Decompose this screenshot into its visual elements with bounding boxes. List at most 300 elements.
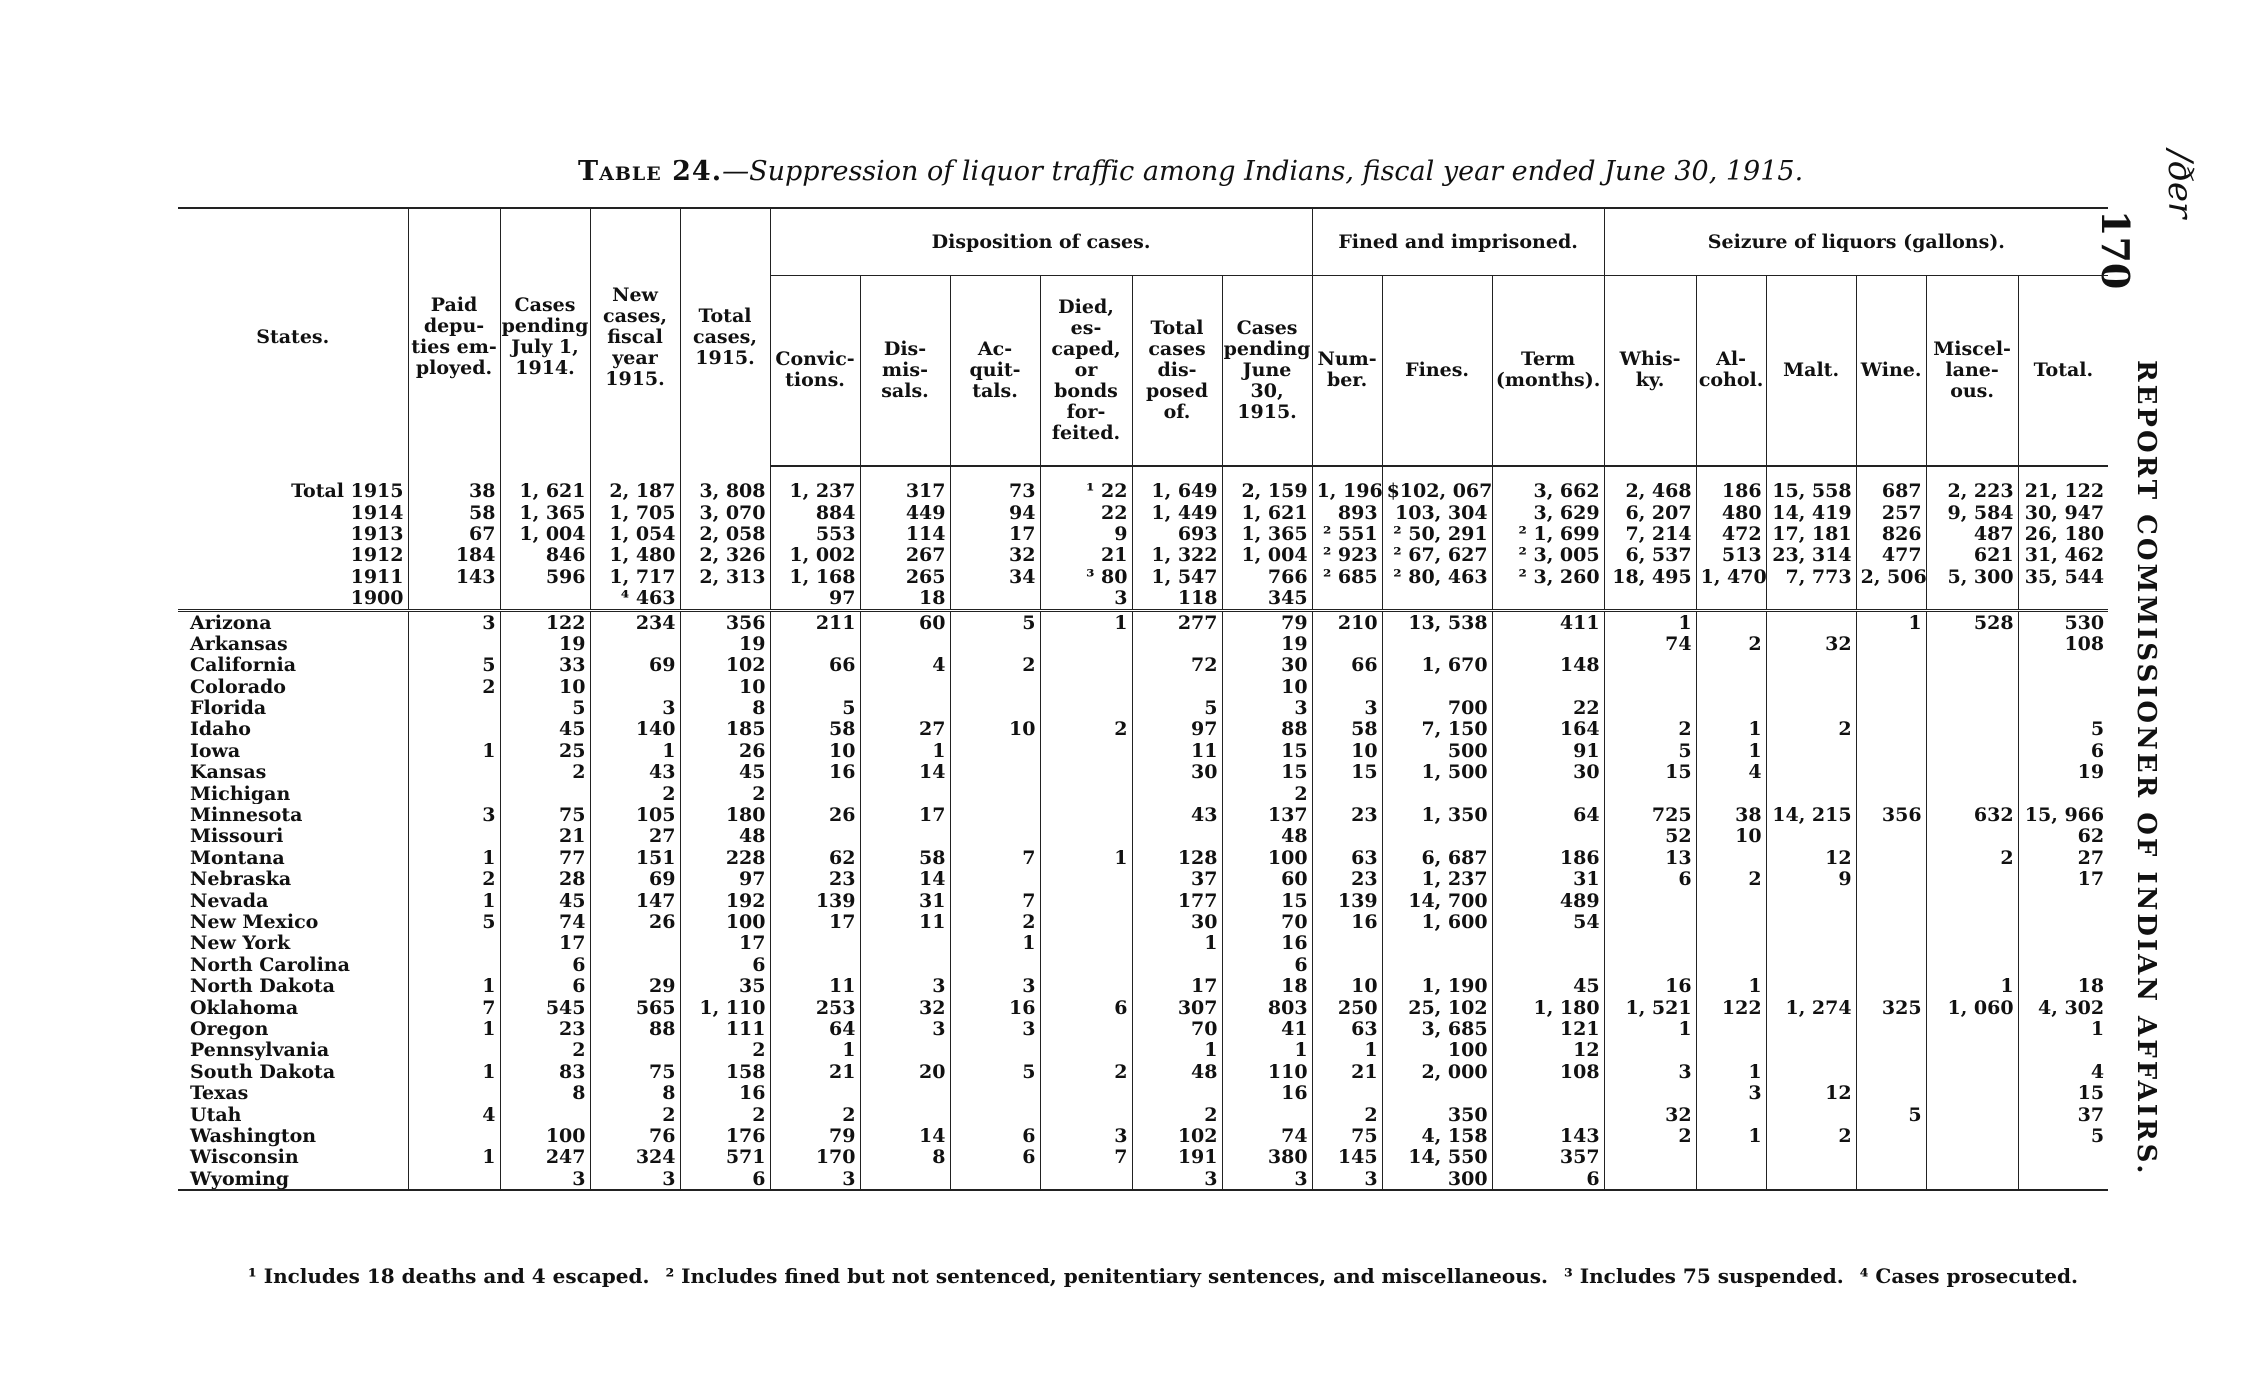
table-cell — [1222, 1104, 1312, 1125]
table-cell — [1492, 676, 1604, 697]
table-cell — [950, 1082, 1040, 1103]
table-cell: 1, 237 — [770, 466, 860, 502]
table-cell — [1312, 1082, 1382, 1103]
table-cell: 21, 122 — [2018, 466, 2108, 502]
table-cell — [1492, 826, 1604, 847]
table-cell — [1492, 633, 1604, 654]
table-cell — [1926, 719, 2018, 740]
table-cell: 33 — [500, 655, 590, 676]
table-cell: 5 — [1856, 1104, 1926, 1125]
table-cell: 1 — [1222, 1040, 1312, 1061]
table-cell: 4 — [2018, 1061, 2108, 1082]
state-name: Texas — [190, 1082, 249, 1104]
table-cell: 15, 558 — [1766, 466, 1856, 502]
table-cell: ² 67, 627 — [1382, 545, 1492, 566]
table-cell — [1926, 1061, 2018, 1082]
table-cell: 596 — [500, 566, 590, 587]
table-cell: 137 — [1222, 804, 1312, 825]
table-cell — [1132, 633, 1222, 654]
table-cell: 3, 685 — [1382, 1018, 1492, 1039]
table-cell — [1856, 826, 1926, 847]
table-cell: 2 — [1696, 869, 1766, 890]
table-row — [178, 1018, 2108, 1039]
group-header-seizure: Seizure of liquors (gallons). — [1604, 208, 2108, 276]
table-cell — [1696, 954, 1766, 975]
table-cell: 6, 207 — [1604, 502, 1696, 523]
table-cell: 571 — [680, 1147, 770, 1168]
table-cell: 1, 190 — [1382, 975, 1492, 996]
table-cell: 826 — [1856, 523, 1926, 544]
table-cell: 277 — [1132, 610, 1222, 633]
table-cell: 19 — [680, 633, 770, 654]
table-cell: 19 — [500, 633, 590, 654]
state-name: South Dakota — [190, 1061, 336, 1083]
table-cell: 58 — [860, 847, 950, 868]
table-cell — [1856, 762, 1926, 783]
table-cell: 72 — [1132, 655, 1222, 676]
table-cell — [590, 633, 680, 654]
table-cell: 14, 550 — [1382, 1147, 1492, 1168]
table-cell — [2018, 697, 2108, 718]
table-cell: 449 — [860, 502, 950, 523]
table-cell — [1926, 633, 2018, 654]
table-cell: 45 — [500, 890, 590, 911]
state-name: Florida — [190, 697, 267, 719]
table-cell: 10 — [950, 719, 1040, 740]
table-cell: 26 — [770, 804, 860, 825]
table-cell — [1312, 826, 1382, 847]
state-name: Wisconsin — [190, 1146, 299, 1168]
table-cell — [1040, 633, 1132, 654]
table-cell: 97 — [770, 587, 860, 610]
table-cell: 16 — [1312, 911, 1382, 932]
table-cell: 1, 365 — [1222, 523, 1312, 544]
table-cell: 102 — [680, 655, 770, 676]
table-cell — [1604, 1082, 1696, 1103]
table-row — [178, 911, 2108, 932]
table-cell: 2 — [500, 1040, 590, 1061]
table-cell: 3 — [950, 1018, 1040, 1039]
table-cell: 121 — [1492, 1018, 1604, 1039]
table-cell: 250 — [1312, 997, 1382, 1018]
col-header-acquittals: Ac- quit- tals. — [950, 276, 1040, 466]
table-cell: 513 — [1696, 545, 1766, 566]
table-cell: 21 — [770, 1061, 860, 1082]
table-cell — [1926, 890, 2018, 911]
table-cell — [1766, 740, 1856, 761]
table-cell — [1696, 1168, 1766, 1190]
table-cell — [1492, 1104, 1604, 1125]
table-cell — [1926, 869, 2018, 890]
table-cell: 70 — [1132, 1018, 1222, 1039]
table-cell — [1766, 954, 1856, 975]
table-cell: 2 — [590, 1104, 680, 1125]
table-cell: 1, 600 — [1382, 911, 1492, 932]
table-cell: 325 — [1856, 997, 1926, 1018]
table-cell: 14, 700 — [1382, 890, 1492, 911]
table-cell: 356 — [680, 610, 770, 633]
state-name: Nebraska — [190, 868, 292, 890]
table-cell — [1492, 783, 1604, 804]
table-cell — [500, 783, 590, 804]
table-cell — [770, 1082, 860, 1103]
table-cell: 143 — [408, 566, 500, 587]
table-cell: 15 — [1222, 890, 1312, 911]
table-cell: 1, 480 — [590, 545, 680, 566]
table-cell — [950, 697, 1040, 718]
table-cell — [1604, 911, 1696, 932]
total-year-label: 1913 — [350, 523, 404, 545]
table-cell — [1132, 826, 1222, 847]
table-cell: 23 — [500, 1018, 590, 1039]
table-cell: 23 — [770, 869, 860, 890]
table-cell: 356 — [1856, 804, 1926, 825]
table-cell: 2 — [680, 783, 770, 804]
table-cell: 186 — [1696, 466, 1766, 502]
table-cell: 1 — [408, 890, 500, 911]
table-title-prefix: Table 24. — [578, 156, 723, 187]
table-cell — [1040, 1040, 1132, 1061]
table-cell: 1 — [1856, 610, 1926, 633]
table-row — [178, 740, 2108, 761]
table-row — [178, 1125, 2108, 1146]
table-cell — [1766, 890, 1856, 911]
footnote-4: ⁴ Cases prosecuted. — [1859, 1264, 2078, 1288]
table-cell: 1 — [590, 740, 680, 761]
table-cell: 1, 649 — [1132, 466, 1222, 502]
table-cell: 1, 449 — [1132, 502, 1222, 523]
state-name: Idaho — [190, 718, 251, 741]
table-cell: 63 — [1312, 847, 1382, 868]
table-cell — [860, 676, 950, 697]
table-cell: 1, 004 — [500, 523, 590, 544]
table-cell: 139 — [1312, 890, 1382, 911]
table-cell — [1382, 1082, 1492, 1103]
table-cell: 15 — [1222, 740, 1312, 761]
table-cell — [1382, 783, 1492, 804]
table-row — [178, 975, 2108, 996]
table-cell: 1 — [408, 1018, 500, 1039]
table-cell: ² 551 — [1312, 523, 1382, 544]
table-cell: 11 — [1132, 740, 1222, 761]
table-cell: 17, 181 — [1766, 523, 1856, 544]
table-cell — [1604, 933, 1696, 954]
table-row — [178, 1147, 2108, 1168]
table-cell: 1 — [1696, 975, 1766, 996]
table-cell: 1, 322 — [1132, 545, 1222, 566]
table-cell: 70 — [1222, 911, 1312, 932]
table-row — [178, 676, 2108, 697]
table-cell — [1856, 933, 1926, 954]
group-header-disposition: Disposition of cases. — [770, 208, 1312, 276]
table-cell — [1040, 1018, 1132, 1039]
table-cell: 1 — [1926, 975, 2018, 996]
table-cell — [1604, 587, 1696, 610]
table-cell: 6, 537 — [1604, 545, 1696, 566]
table-cell: 7 — [950, 890, 1040, 911]
table-cell: 13, 538 — [1382, 610, 1492, 633]
table-cell: 1 — [770, 1040, 860, 1061]
table-cell: 2 — [680, 1040, 770, 1061]
table-cell: 210 — [1312, 610, 1382, 633]
table-cell: 2 — [1926, 847, 2018, 868]
table-cell: 58 — [1312, 719, 1382, 740]
table-row — [178, 655, 2108, 676]
table-cell: 30 — [1492, 762, 1604, 783]
table-cell: 2 — [770, 1104, 860, 1125]
table-cell: 108 — [2018, 633, 2108, 654]
table-cell: 211 — [770, 610, 860, 633]
table-cell: 17 — [500, 933, 590, 954]
table-cell: 35, 544 — [2018, 566, 2108, 587]
table-cell — [2018, 933, 2108, 954]
state-name: Oklahoma — [190, 996, 299, 1019]
table-cell — [1856, 1082, 1926, 1103]
table-cell — [1040, 655, 1132, 676]
table-cell: 265 — [860, 566, 950, 587]
col-header-dismissals: Dis- mis- sals. — [860, 276, 950, 466]
table-cell — [1604, 783, 1696, 804]
col-header-seizure-total: Total. — [2018, 276, 2108, 466]
table-cell: 1, 054 — [590, 523, 680, 544]
table-cell: 1, 004 — [1222, 545, 1312, 566]
state-name: North Dakota — [190, 975, 335, 997]
table-cell: 3 — [1312, 1168, 1382, 1190]
table-cell: 77 — [500, 847, 590, 868]
table-cell: 186 — [1492, 847, 1604, 868]
table-cell — [860, 697, 950, 718]
table-cell — [1492, 587, 1604, 610]
table-cell — [1856, 633, 1926, 654]
table-cell — [1132, 954, 1222, 975]
table-cell — [2018, 890, 2108, 911]
table-cell — [1604, 1147, 1696, 1168]
table-cell: 4, 158 — [1382, 1125, 1492, 1146]
table-cell: 10 — [1312, 740, 1382, 761]
table-cell: 10 — [500, 676, 590, 697]
table-cell: 1, 547 — [1132, 566, 1222, 587]
table-cell: 528 — [1926, 610, 2018, 633]
table-cell — [1040, 911, 1132, 932]
table-cell: 14 — [860, 1125, 950, 1146]
table-cell: 1 — [408, 975, 500, 996]
col-header-cases-pending-1915: Cases pending June 30, 1915. — [1222, 276, 1312, 466]
table-cell: 23 — [1312, 804, 1382, 825]
table-cell: 553 — [770, 523, 860, 544]
table-cell — [860, 783, 950, 804]
table-cell: 1, 060 — [1926, 997, 2018, 1018]
table-cell — [1766, 911, 1856, 932]
table-cell — [1604, 655, 1696, 676]
table-cell: 1, 350 — [1382, 804, 1492, 825]
table-cell: 100 — [1222, 847, 1312, 868]
table-cell: 69 — [590, 655, 680, 676]
table-cell: 15 — [1604, 762, 1696, 783]
state-name: Missouri — [190, 825, 284, 848]
table-cell — [1604, 1040, 1696, 1061]
table-cell: 700 — [1382, 697, 1492, 718]
table-cell — [1492, 933, 1604, 954]
table-cell — [1040, 975, 1132, 996]
table-cell: 97 — [1132, 719, 1222, 740]
table-cell — [1040, 1082, 1132, 1103]
table-cell: 25 — [500, 740, 590, 761]
table-cell: 2 — [408, 869, 500, 890]
table-cell: 2 — [950, 655, 1040, 676]
table-cell: 1 — [1132, 933, 1222, 954]
table-cell — [590, 1040, 680, 1061]
table-cell — [1312, 954, 1382, 975]
table-row — [178, 869, 2108, 890]
table-cell: 1, 621 — [500, 466, 590, 502]
table-cell: 111 — [680, 1018, 770, 1039]
table-cell — [1696, 783, 1766, 804]
table-cell — [1766, 1040, 1856, 1061]
table-cell: ² 50, 291 — [1382, 523, 1492, 544]
table-cell: 6 — [680, 1168, 770, 1190]
table-cell — [1696, 1147, 1766, 1168]
table-cell: 3 — [1604, 1061, 1696, 1082]
table-cell — [1696, 697, 1766, 718]
table-cell: 191 — [1132, 1147, 1222, 1168]
table-cell — [1696, 1104, 1766, 1125]
table-cell: 345 — [1222, 587, 1312, 610]
table-title-text: —Suppression of liquor traffic among Indians, fiscal year ended June 30, 1915. — [722, 156, 1804, 187]
col-header-number: Num- ber. — [1312, 276, 1382, 466]
table-cell — [860, 1104, 950, 1125]
table-cell: 5 — [500, 697, 590, 718]
table-cell: 472 — [1696, 523, 1766, 544]
table-cell: 60 — [1222, 869, 1312, 890]
table-cell — [590, 676, 680, 697]
table-cell: 25, 102 — [1382, 997, 1492, 1018]
table-cell — [2018, 954, 2108, 975]
table-cell: 31 — [1492, 869, 1604, 890]
table-cell: 18, 495 — [1604, 566, 1696, 587]
table-cell: 14 — [860, 869, 950, 890]
table-cell: 2, 223 — [1926, 466, 2018, 502]
table-cell: 2, 000 — [1382, 1061, 1492, 1082]
col-header-malt: Malt. — [1766, 276, 1856, 466]
group-header-fined: Fined and imprisoned. — [1312, 208, 1604, 276]
table-row — [178, 890, 2108, 911]
table-cell — [1856, 890, 1926, 911]
table-row — [178, 697, 2108, 718]
table-cell: 8 — [860, 1147, 950, 1168]
handwritten-annotation: /ðer — [2160, 150, 2200, 219]
table-cell — [770, 783, 860, 804]
table-cell: 29 — [590, 975, 680, 996]
table-cell: 1, 365 — [500, 502, 590, 523]
table-cell: 1 — [1696, 1125, 1766, 1146]
table-cell: 27 — [2018, 847, 2108, 868]
table-cell: 2, 506 — [1856, 566, 1926, 587]
table-cell — [1926, 1104, 2018, 1125]
table-cell — [950, 804, 1040, 825]
table-cell: 102 — [1132, 1125, 1222, 1146]
page-number: 170 — [2093, 210, 2138, 290]
table-cell: 27 — [590, 826, 680, 847]
state-name: California — [190, 654, 297, 677]
table-cell — [1312, 783, 1382, 804]
table-cell: 12 — [1766, 1082, 1856, 1103]
table-cell: 350 — [1382, 1104, 1492, 1125]
table-cell: 21 — [1312, 1061, 1382, 1082]
table-cell: 30 — [1222, 655, 1312, 676]
table-cell — [1856, 1018, 1926, 1039]
table-cell — [770, 633, 860, 654]
table-cell: 140 — [590, 719, 680, 740]
table-cell: 3 — [408, 610, 500, 633]
table-title — [578, 156, 1803, 187]
table-cell — [1766, 697, 1856, 718]
table-cell — [1382, 587, 1492, 610]
table-cell: 26, 180 — [2018, 523, 2108, 544]
table-cell: 2 — [1312, 1104, 1382, 1125]
table-cell — [680, 587, 770, 610]
table-cell: 16 — [950, 997, 1040, 1018]
table-row — [178, 1082, 2108, 1103]
table-cell: 8 — [680, 697, 770, 718]
table-row — [178, 610, 2108, 633]
table-cell: 10 — [1312, 975, 1382, 996]
table-row — [178, 997, 2108, 1018]
table-cell: 16 — [770, 762, 860, 783]
table-cell — [770, 676, 860, 697]
table-cell — [1040, 954, 1132, 975]
table-cell: 2 — [1604, 719, 1696, 740]
state-name: Michigan — [190, 782, 291, 805]
table-cell — [1766, 1061, 1856, 1082]
table-cell: 3 — [860, 1018, 950, 1039]
table-cell — [590, 954, 680, 975]
table-cell: 5 — [1604, 740, 1696, 761]
table-row — [178, 719, 2108, 740]
state-name: Arkansas — [190, 633, 288, 655]
table-cell — [1856, 1168, 1926, 1190]
table-cell: 19 — [2018, 762, 2108, 783]
table-cell: 2 — [1040, 1061, 1132, 1082]
table-cell: 192 — [680, 890, 770, 911]
table-cell: ² 3, 005 — [1492, 545, 1604, 566]
table-cell — [1604, 697, 1696, 718]
table-cell — [950, 676, 1040, 697]
table-cell: 477 — [1856, 545, 1926, 566]
table-cell — [1766, 933, 1856, 954]
table-cell: 2 — [1040, 719, 1132, 740]
table-cell: 1 — [1604, 610, 1696, 633]
table-cell: 1, 168 — [770, 566, 860, 587]
table-cell: 3 — [500, 1168, 590, 1190]
table-cell: 4 — [1696, 762, 1766, 783]
table-cell: 1 — [1040, 610, 1132, 633]
table-cell — [1926, 1040, 2018, 1061]
table-cell — [1040, 1104, 1132, 1125]
table-cell — [1856, 847, 1926, 868]
table-row — [178, 1104, 2108, 1125]
table-cell: $102, 067 — [1382, 466, 1492, 502]
table-cell: 2, 326 — [680, 545, 770, 566]
state-name: Pennsylvania — [190, 1039, 330, 1062]
table-cell: 41 — [1222, 1018, 1312, 1039]
table-cell: 1 — [1312, 1040, 1382, 1061]
table-cell: 247 — [500, 1147, 590, 1168]
state-name: Washington — [190, 1125, 317, 1147]
table-cell: 1 — [1696, 740, 1766, 761]
table-cell: 253 — [770, 997, 860, 1018]
state-name: North Carolina — [190, 954, 350, 976]
table-cell: 3, 629 — [1492, 502, 1604, 523]
